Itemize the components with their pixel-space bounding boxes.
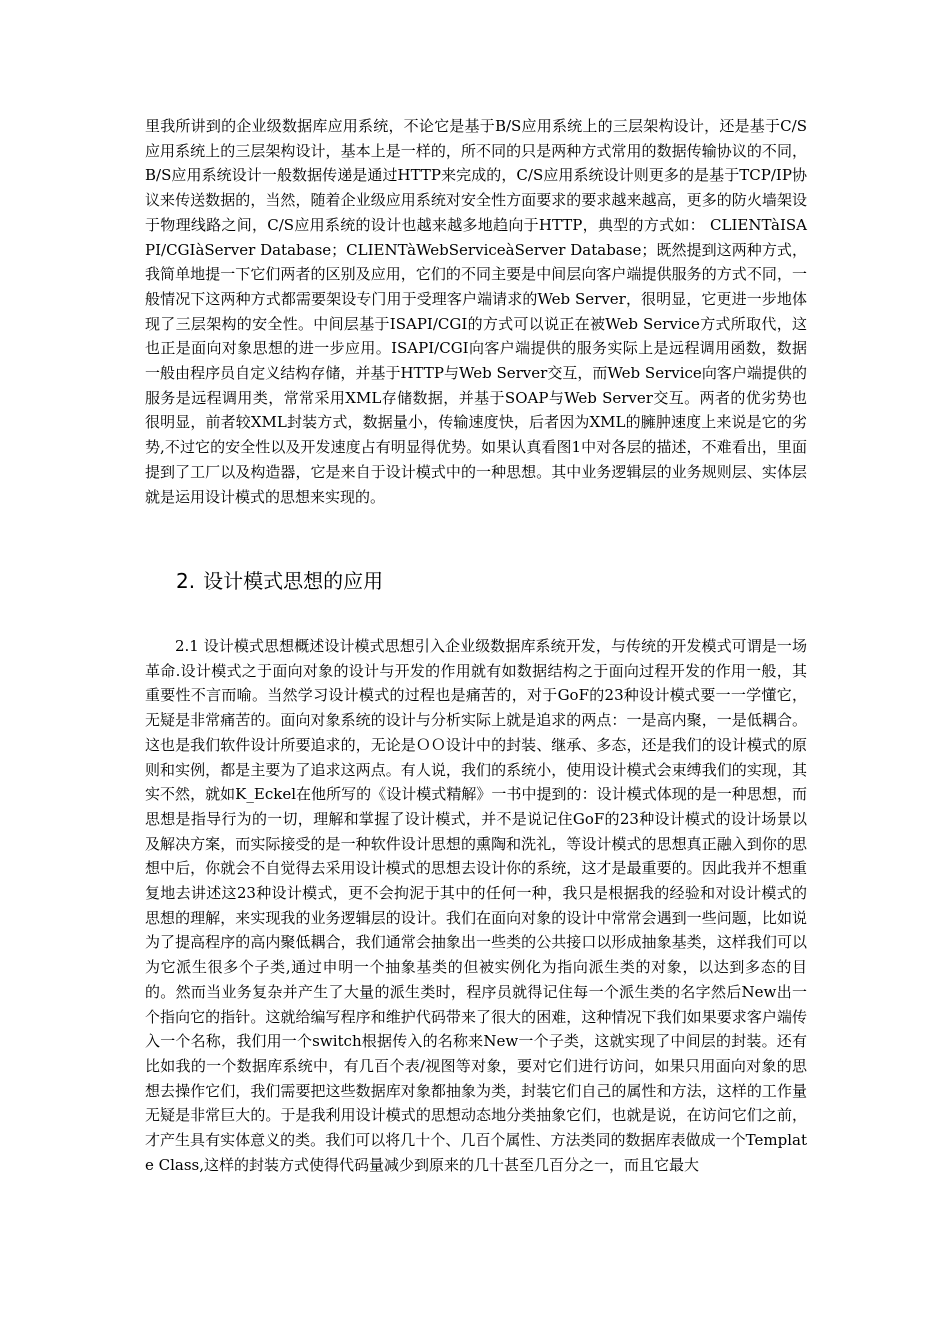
section-heading [176,566,383,596]
body-paragraph-architecture: 里我所讲到的企业级数据库应用系统，不论它是基于B/S应用系统上的三层架构设计，还是基于C/S应用系统上的三层架构设计，基本上是一样的，所不同的只是两种方式常用的数据传输协议的不同，B/S应用系统设计一般数据传递是通过HTTP来完成的，C/S应用系统设计则更多的是基于TCP/IP协议来传送数据的，当然，随着企业级应用系统对安全性方面要求的要求越来越高，更多的防火墙架设于物理线路之间，C/S应用系统的设计也越来越多地趋向于HTTP，典型的方式如： CLIENTàISAPI/CGIàServer Database；CLIENTàWebServiceàServer Database；既然提到这两种方式，我简单地提一下它们两者的区别及应用，它们的不同主要是中间层向客户端提供服务的方式不同，一般情况下这两种方式都需要架设专门用于受理客户端请求的Web Server，很明显，它更进一步地体现了三层架构的安全性。中间层基于ISAPI/CGI的方式可以说正在被Web Service方式所取代，这也正是面向对象思想的进一步应用。ISAPI/CGI向客户端提供的服务实际上是远程调用函数，数据一般由程序员自定义结构存储，并基于HTTP与Web Server交互，而Web Service向客户端提供的服务是远程调用类，常常采用XML存储数据，并基于SOAP与Web Server交互。两者的优劣势也很明显，前者较XML封装方式，数据量小，传输速度快，后者因为XML的臃肿速度上来说是它的劣势,不过它的安全性以及开发速度占有明显得优势。如果认真看图1中对各层的描述，不难看出，里面提到了工厂以及构造器，它是来自于设计模式中的一种思想。其中业务逻辑层的业务规则层、实体层就是运用设计模式的思想来实现的。 [145,117,807,506]
section-title: 设计模式思想的应用 [203,569,384,593]
body-paragraph-design-patterns: 2.1 设计模式思想概述设计模式思想引入企业级数据库系统开发，与传统的开发模式可谓是一场革命.设计模式之于面向对象的设计与开发的作用就有如数据结构之于面向过程开发的作用一般，其重要性不言而喻。当然学习设计模式的过程也是痛苦的，对于GoF的23种设计模式要一一学懂它，无疑是非常痛苦的。面向对象系统的设计与分析实际上就是追求的两点：一是高内聚，一是低耦合。这也是我们软件设计所要追求的，无论是ＯＯ设计中的封装、继承、多态，还是我们的设计模式的原则和实例，都是主要为了追求这两点。有人说，我们的系统小，使用设计模式会束缚我们的实现，其实不然，就如K_Eckel在他所写的《设计模式精解》一书中提到的：设计模式体现的是一种思想，而思想是指导行为的一切，理解和掌握了设计模式，并不是说记住GoF的23种设计模式的设计场景以及解决方案，而实际接受的是一种软件设计思想的熏陶和洗礼，等设计模式的思想真正融入到你的思想中后，你就会不自觉得去采用设计模式的思想去设计你的系统，这才是最重要的。因此我并不想重复地去讲述这23种设计模式，更不会拘泥于其中的任何一种，我只是根据我的经验和对设计模式的思想的理解，来实现我的业务逻辑层的设计。我们在面向对象的设计中常常会遇到一些问题，比如说为了提高程序的高内聚低耦合，我们通常会抽象出一些类的公共接口以形成抽象基类，这样我们可以为它派生很多个子类,通过申明一个抽象基类的但被实例化为指向派生类的对象，以达到多态的目的。然而当业务复杂并产生了大量的派生类时，程序员就得记住每一个派生类的名字然后New出一个指向它的指针。这就给编写程序和维护代码带来了很大的困难，这种情况下我们如果要求客户端传入一个名称，我们用一个switch根据传入的名称来New一个子类，这就实现了中间层的封装。还有比如我的一个数据库系统中，有几百个表/视图等对象，要对它们进行访问，如果只用面向对象的思想去操作它们，我们需要把这些数据库对象都抽象为类，封装它们自己的属性和方法，这样的工作量无疑是非常巨大的。于是我利用设计模式的思想动态地分类抽象它们，也就是说，在访问它们之前，才产生具有实体意义的类。我们可以将几十个、几百个属性、方法类同的数据库表做成一个Template Class,这样的封装方式使得代码量减少到原来的几十甚至几百分之一，而且它最大 [145,637,807,1174]
section-number: 2. [176,569,196,593]
